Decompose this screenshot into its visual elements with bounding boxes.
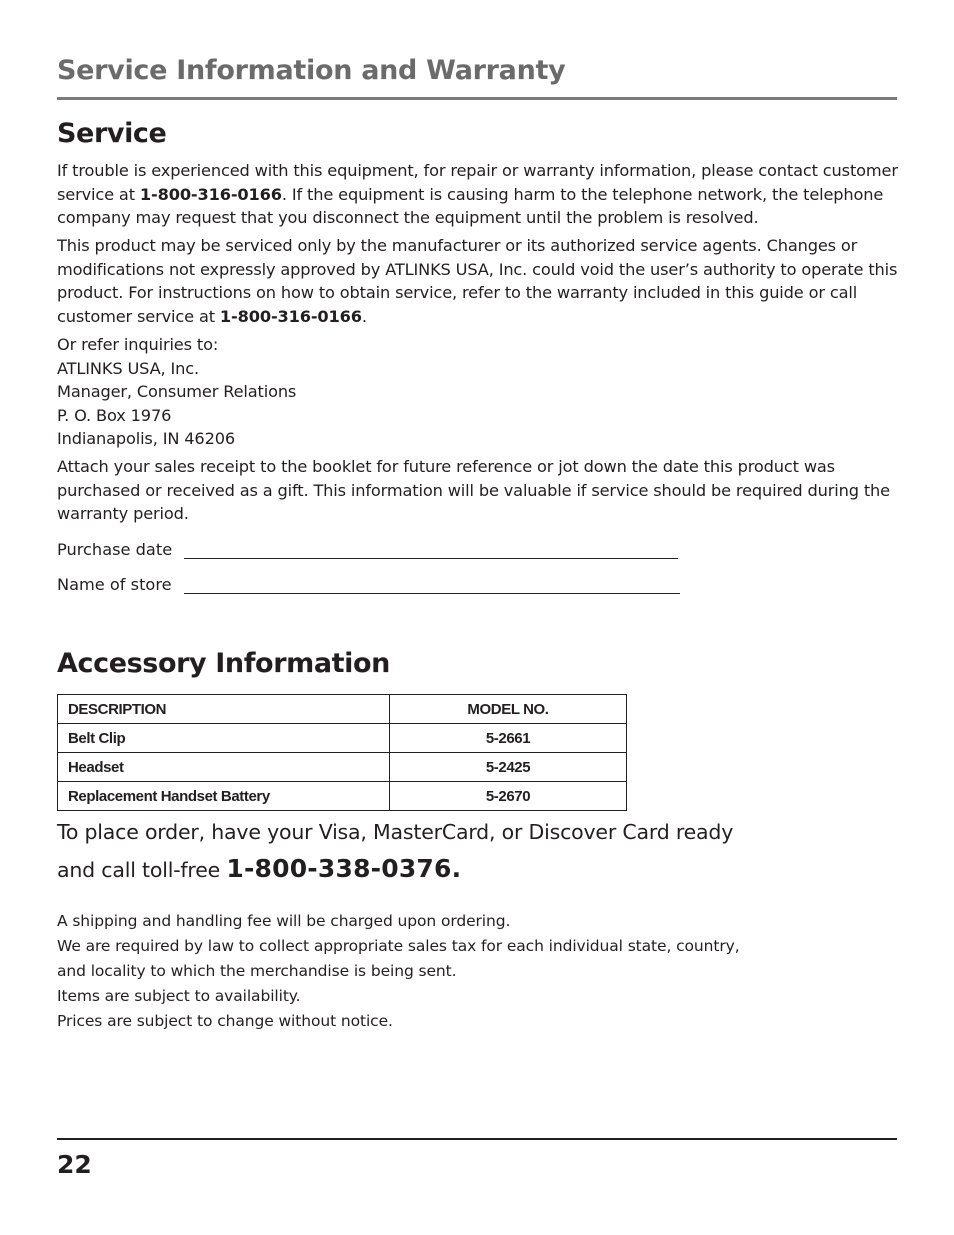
note-line: We are required by law to collect appropriate sales tax for each individual state, country,: [57, 937, 740, 955]
address-company: ATLINKS USA, Inc.: [57, 358, 199, 378]
row-description: Belt Clip: [58, 724, 390, 753]
service-p1-text-b: . If the equipment is causing harm to the telephone network, the telephone company may request that you disconnect the equipment until the problem is resolved.: [57, 184, 884, 227]
service-p2-text-a: This product may be serviced only by the manufacturer or its authorized service agents. Changes or modifications not expressly approved by ATLINKS USA, Inc. could void the user’s authority to operate this product. For instructions on how to obtain service, refer to the warranty included in this guide or call customer service at: [57, 236, 898, 326]
service-address: [57, 333, 902, 451]
order-notes: [57, 909, 877, 1034]
note-line: A shipping and handling fee will be charged upon ordering.: [57, 912, 511, 930]
service-paragraph-1: [57, 159, 902, 230]
row-model: 5-2661: [390, 724, 627, 753]
store-name-line: [184, 579, 680, 594]
order-line-2-text: and call toll-free: [57, 858, 227, 882]
row-model: 5-2425: [390, 753, 627, 782]
purchase-date-line: [184, 544, 678, 559]
table-row: [58, 782, 627, 811]
table-header-row: [58, 695, 627, 724]
column-header-model: MODEL NO.: [390, 695, 627, 724]
service-phone-1: 1-800-316-0166: [139, 184, 282, 204]
accessory-heading: Accessory Information: [57, 648, 390, 679]
page-header-title: Service Information and Warranty: [57, 55, 566, 86]
page-number: 22: [57, 1150, 92, 1179]
row-model: 5-2670: [390, 782, 627, 811]
table-row: [58, 724, 627, 753]
service-p2-text-b: .: [361, 306, 367, 326]
service-paragraph-2: [57, 234, 902, 328]
row-description: Headset: [58, 753, 390, 782]
table-row: [58, 753, 627, 782]
accessory-table: [57, 694, 627, 811]
order-phone: 1-800-338-0376.: [226, 854, 462, 883]
address-dept: Manager, Consumer Relations: [57, 382, 297, 401]
note-line: Items are subject to availability.: [57, 987, 301, 1005]
service-paragraph-3: Attach your sales receipt to the booklet for future reference or jot down the date this product was purchased or received as a gift. This information will be valuable if service should be required during the warranty period.: [57, 457, 890, 523]
footer-rule: [57, 1138, 897, 1140]
note-line: and locality to which the merchandise is being sent.: [57, 962, 457, 980]
service-heading: Service: [57, 118, 167, 149]
purchase-date-label: Purchase date: [57, 540, 173, 559]
address-box: P. O. Box 1976: [57, 405, 172, 425]
store-name-label: Name of store: [57, 575, 172, 594]
column-header-description: DESCRIPTION: [58, 695, 390, 724]
header-rule: [57, 97, 897, 100]
address-city: Indianapolis, IN 46206: [57, 429, 236, 448]
order-line-1: To place order, have your Visa, MasterCard, or Discover Card ready: [57, 820, 734, 844]
address-intro: Or refer inquiries to:: [57, 335, 219, 354]
service-p1-text-a: If trouble is experienced with this equipment, for repair or warranty information, please contact customer service at: [57, 161, 898, 204]
order-line-2: [57, 854, 817, 883]
row-description: Replacement Handset Battery: [58, 782, 390, 811]
service-phone-2: 1-800-316-0166: [219, 306, 362, 326]
note-line: Prices are subject to change without notice.: [57, 1012, 393, 1030]
store-name-row: [57, 575, 680, 594]
purchase-date-row: [57, 540, 678, 559]
